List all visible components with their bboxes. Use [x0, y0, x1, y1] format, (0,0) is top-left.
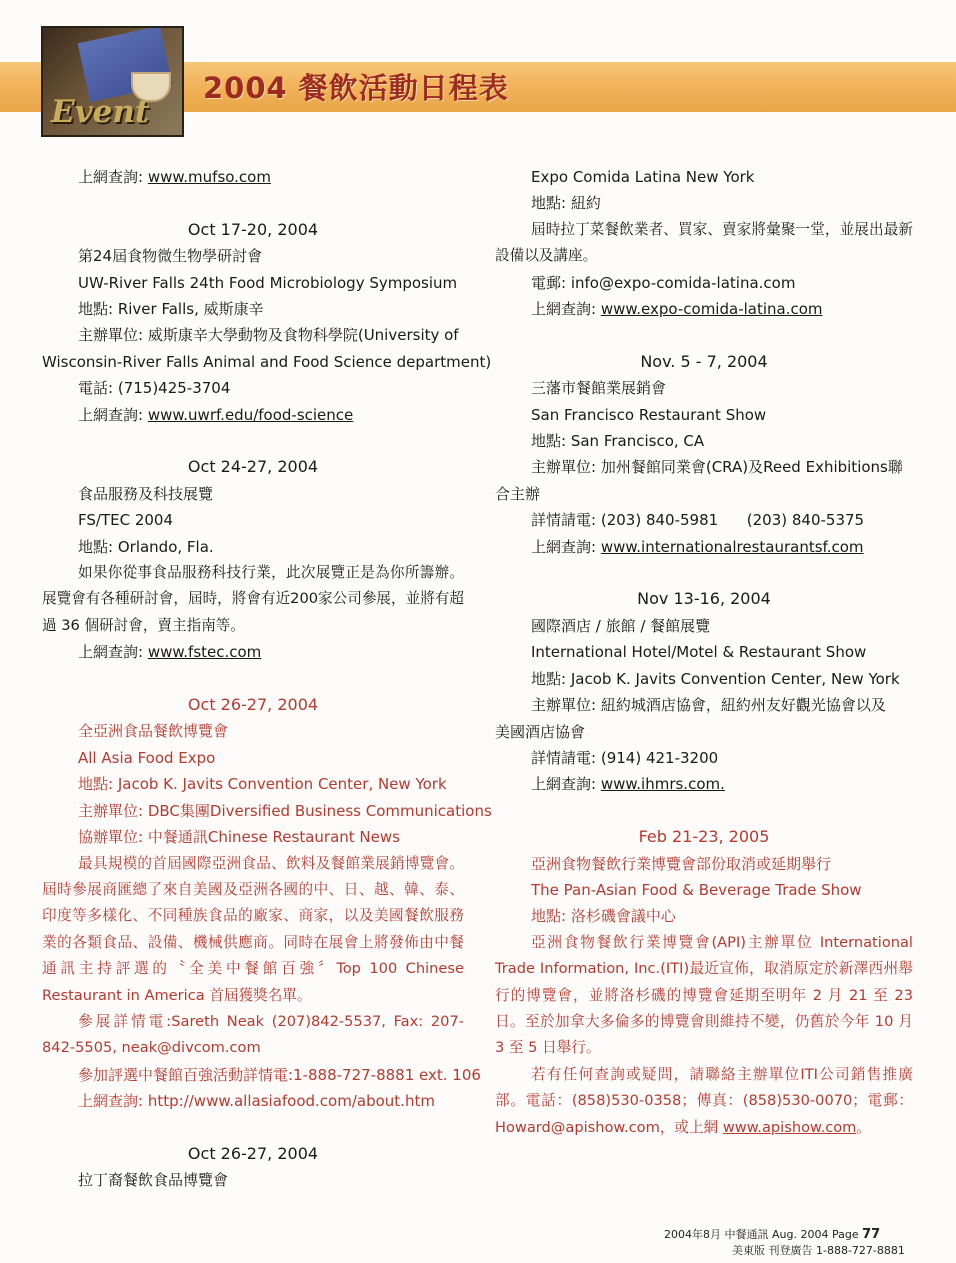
event-name-zh: 第24屆食物微生物學研討會	[78, 247, 263, 266]
event-name-en: The Pan-Asian Food & Beverage Trade Show	[531, 880, 862, 899]
event-name-en: International Hotel/Motel & Restaurant Show	[531, 643, 867, 662]
left-column	[42, 164, 492, 1194]
event-description: 最具規模的首屆國際亞洲食品、飲料及餐館業展銷博覽會。屆時參展商匯總了來自美國及亞洲各國的中、日、越、韓、泰、印度等多樣化、不同種族食品的廠家、商家，以及美國餐飲服務業的各類食品、設備、機械供應商。同時在展會上將發佈由中餐通訊主持評選的〝全美中餐館百強〞Top 100 Chinese Restaurant in America 首屆獲獎名單。	[42, 854, 464, 1004]
mufso-url-line: 上網查詢: www.mufso.com	[78, 168, 271, 186]
event-link[interactable]: www.uwrf.edu/food-science	[147, 405, 354, 424]
event-name-zh: 三藩市餐館業展銷會	[531, 379, 667, 398]
event-contact: 參展詳情電:Sareth Neak (207)842-5537, Fax: 207-842-5505, neak@divcom.com	[42, 1012, 464, 1057]
event-logo	[41, 26, 184, 137]
event-name-zh: 亞洲食物餐飲行業博覽會部份取消或延期舉行	[531, 854, 832, 873]
event-date: Nov. 5 - 7, 2004	[640, 351, 768, 371]
event-location: 地點: 紐約	[531, 194, 601, 213]
event-name-en: Expo Comida Latina New York	[531, 168, 755, 186]
event-description: 屆時拉丁菜餐飲業者、買家、賣家將彙聚一堂，並展出最新設備以及講座。	[495, 220, 913, 265]
event-description: 亞洲食物餐飲行業博覽會(API)主辦單位 International Trade Information, Inc.(ITI)最近宣佈，取消原定於新澤西州舉行的博覽會，並將洛杉磯的博覽會延期至明年 2 月 21 至 23 日。至於加拿大多倫多的博覽會則維持不變，仍舊於今年 10 月 3 至 5 日舉行。	[495, 933, 913, 1057]
event-name-en: All Asia Food Expo	[78, 748, 216, 767]
event-link[interactable]: http://www.allasiafood.com/about.htm	[147, 1092, 435, 1111]
event-url-line: 上網查詢: www.ihmrs.com.	[531, 775, 725, 794]
footer-line-2: 美東版 刊登廣告 1-888-727-8881	[732, 1244, 905, 1257]
event-email: 電郵: info@expo-comida-latina.com	[531, 273, 796, 292]
event-location: 地點: San Francisco, CA	[531, 432, 705, 451]
event-link[interactable]: www.internationalrestaurantsf.com	[600, 537, 864, 556]
event-link[interactable]: www.fstec.com	[147, 643, 262, 662]
event-link[interactable]: www.apishow.com	[722, 1118, 857, 1136]
footer-line-1: 2004年8月 中餐通訊 Aug. 2004 Page 77	[664, 1227, 881, 1242]
event-url-line: 上網查詢: www.internationalrestaurantsf.com	[531, 537, 864, 556]
event-location: 地點: 洛杉磯會議中心	[531, 907, 676, 926]
event-link[interactable]: www.ihmrs.com.	[600, 775, 725, 794]
event-organizer: 主辦單位: 威斯康辛大學動物及食物科學院(University of	[78, 326, 459, 345]
logo-word: Event	[51, 94, 150, 130]
event-phone: 詳情請電: (914) 421-3200	[531, 748, 719, 767]
event-organizer-cont: 合主辦	[495, 484, 541, 503]
event-link[interactable]: www.expo-comida-latina.com	[600, 300, 823, 319]
event-vote-info: 參加評選中餐館百強活動詳情電:1-888-727-8881 ext. 106	[78, 1065, 481, 1084]
event-phone: 電話: (715)425-3704	[78, 379, 231, 398]
event-date: Oct 17-20, 2004	[187, 219, 319, 239]
event-url-line: 上網查詢: http://www.allasiafood.com/about.htm	[78, 1092, 435, 1111]
event-phone: 詳情請電: (203) 840-5981 (203) 840-5375	[531, 511, 865, 530]
event-organizer-cont: Wisconsin-River Falls Animal and Food Science department)	[42, 352, 492, 371]
event-organizer-cont: 美國酒店協會	[495, 722, 586, 741]
event-location: 地點: Jacob K. Javits Convention Center, New York	[531, 669, 900, 688]
event-description: 如果你從事食品服務科技行業，此次展覽正是為你所籌辦。展覽會有各種研討會，屆時，將會有近200家公司參展，並將有超過 36 個研討會，賣主指南等。	[42, 564, 464, 634]
page-number: 77	[862, 1227, 881, 1242]
event-contact: 若有任何查詢或疑問，請聯絡主辦單位ITI公司銷售推廣部。電話：(858)530-0358；傳真：(858)530-0070；電郵：Howard@apishow.com，或上網 www.apishow.com。	[495, 1065, 913, 1136]
event-date: Oct 26-27, 2004	[187, 695, 319, 715]
event-organizer: 主辦單位: 紐約城酒店協會，紐約州友好觀光協會以及	[531, 696, 886, 715]
event-co-organizer: 協辦單位: 中餐通訊Chinese Restaurant News	[78, 828, 400, 847]
event-name-en: UW-River Falls 24th Food Microbiology Symposium	[78, 273, 458, 292]
event-location: 地點: Jacob K. Javits Convention Center, New York	[78, 775, 447, 794]
event-date: Oct 26-27, 2004	[187, 1143, 319, 1163]
event-url-line: 上網查詢: www.uwrf.edu/food-science	[78, 405, 354, 424]
event-url-line: 上網查詢: www.expo-comida-latina.com	[531, 300, 823, 319]
event-name-en: San Francisco Restaurant Show	[531, 405, 767, 424]
event-name-zh: 食品服務及科技展覽	[78, 484, 214, 503]
event-location: 地點: River Falls, 威斯康辛	[78, 300, 264, 319]
event-date: Feb 21-23, 2005	[638, 827, 770, 847]
event-date: Oct 24-27, 2004	[187, 457, 319, 477]
mufso-link[interactable]: www.mufso.com	[147, 168, 271, 186]
right-column	[495, 164, 913, 1141]
event-name-en: FS/TEC 2004	[78, 511, 173, 530]
event-name-zh: 國際酒店 / 旅館 / 餐館展覽	[531, 616, 711, 635]
event-date: Nov 13-16, 2004	[637, 589, 771, 609]
event-organizer: 主辦單位: DBC集團Diversified Business Communications	[78, 801, 492, 820]
event-name-zh: 拉丁裔餐飲食品博覽會	[78, 1171, 229, 1190]
event-location: 地點: Orlando, Fla.	[78, 537, 214, 556]
event-name-zh: 全亞洲食品餐飲博覽會	[78, 722, 229, 741]
event-organizer: 主辦單位: 加州餐館同業會(CRA)及Reed Exhibitions聯	[531, 458, 903, 477]
event-url-line: 上網查詢: www.fstec.com	[78, 643, 262, 662]
page-title: 2004 餐飲活動日程表	[203, 71, 509, 105]
